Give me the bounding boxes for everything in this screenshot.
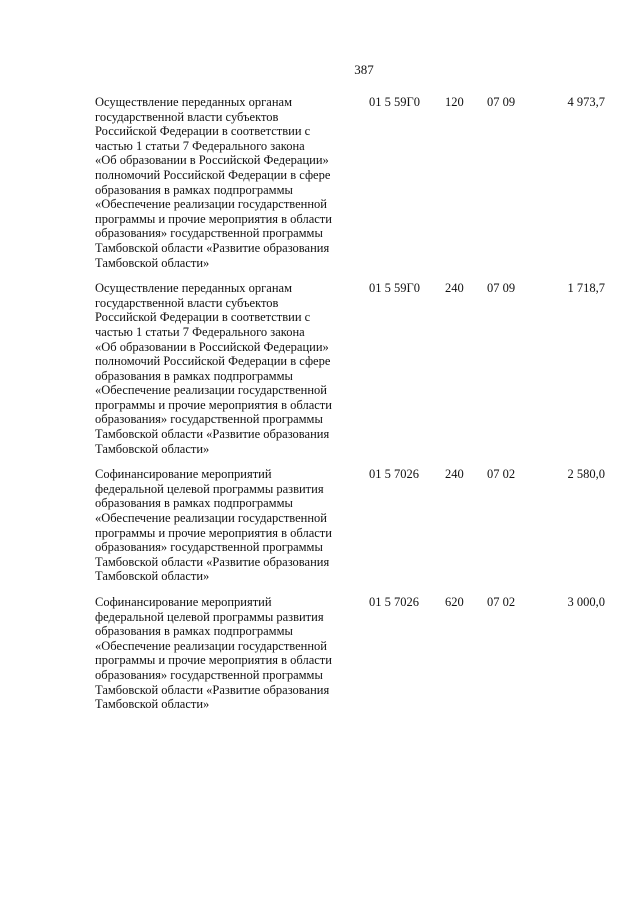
row-description: Софинансирование мероприятий федеральной целевой программы развития образования в рамках подпрограммы «Обеспечение реализации государственной программы и прочие мероприятия в области образования» государственной программы Тамбовской области «Развитие образования Тамбовской области»	[95, 595, 332, 712]
row-description: Софинансирование мероприятий федеральной целевой программы развития образования в рамках подпрограммы «Обеспечение реализации государственной программы и прочие мероприятия в области образования» государственной программы Тамбовской области «Развитие образования Тамбовской области»	[95, 467, 332, 584]
row-description: Осуществление переданных органам государственной власти субъектов Российской Федерации в соответствии с частью 1 статьи 7 Федерального закона «Об образовании в Российской Федерации» полномочий Российской Федерации в сфере образования в рамках подпрограммы «Обеспечение реализации государственной программы и прочие мероприятия в области образования» государственной программы Тамбовской области «Развитие образования Тамбовской области»	[95, 281, 332, 456]
row-expense-type-code: 120	[445, 95, 464, 109]
row-section-subsection-code: 07 02	[487, 467, 516, 482]
row-expense-type-code: 240	[445, 467, 464, 482]
row-amount: 2 580,0	[567, 467, 605, 482]
page-number: 387	[354, 62, 374, 77]
row-target-article-code: 01 5 7026	[369, 467, 419, 482]
row-target-article-code: 01 5 59Г0	[369, 95, 420, 109]
row-amount: 1 718,7	[567, 281, 605, 296]
row-expense-type-code: 620	[445, 595, 464, 609]
table-row	[95, 281, 605, 456]
table-row	[95, 467, 605, 584]
row-expense-type-code: 240	[445, 281, 464, 296]
row-target-article-code: 01 5 59Г0	[369, 281, 420, 296]
budget-table	[95, 95, 605, 723]
row-section-subsection-code: 07 09	[487, 281, 516, 296]
row-description: Осуществление переданных органам государственной власти субъектов Российской Федерации в соответствии с частью 1 статьи 7 Федерального закона «Об образовании в Российской Федерации» полномочий Российской Федерации в сфере образования в рамках подпрограммы «Обеспечение реализации государственной программы и прочие мероприятия в области образования» государственной программы Тамбовской области «Развитие образования Тамбовской области»	[95, 95, 332, 270]
row-target-article-code: 01 5 7026	[369, 595, 419, 609]
row-amount: 4 973,7	[567, 95, 605, 109]
row-amount: 3 000,0	[567, 595, 605, 609]
row-section-subsection-code: 07 09	[487, 95, 516, 109]
table-row	[95, 95, 605, 270]
table-row	[95, 595, 605, 712]
row-section-subsection-code: 07 02	[487, 595, 516, 609]
